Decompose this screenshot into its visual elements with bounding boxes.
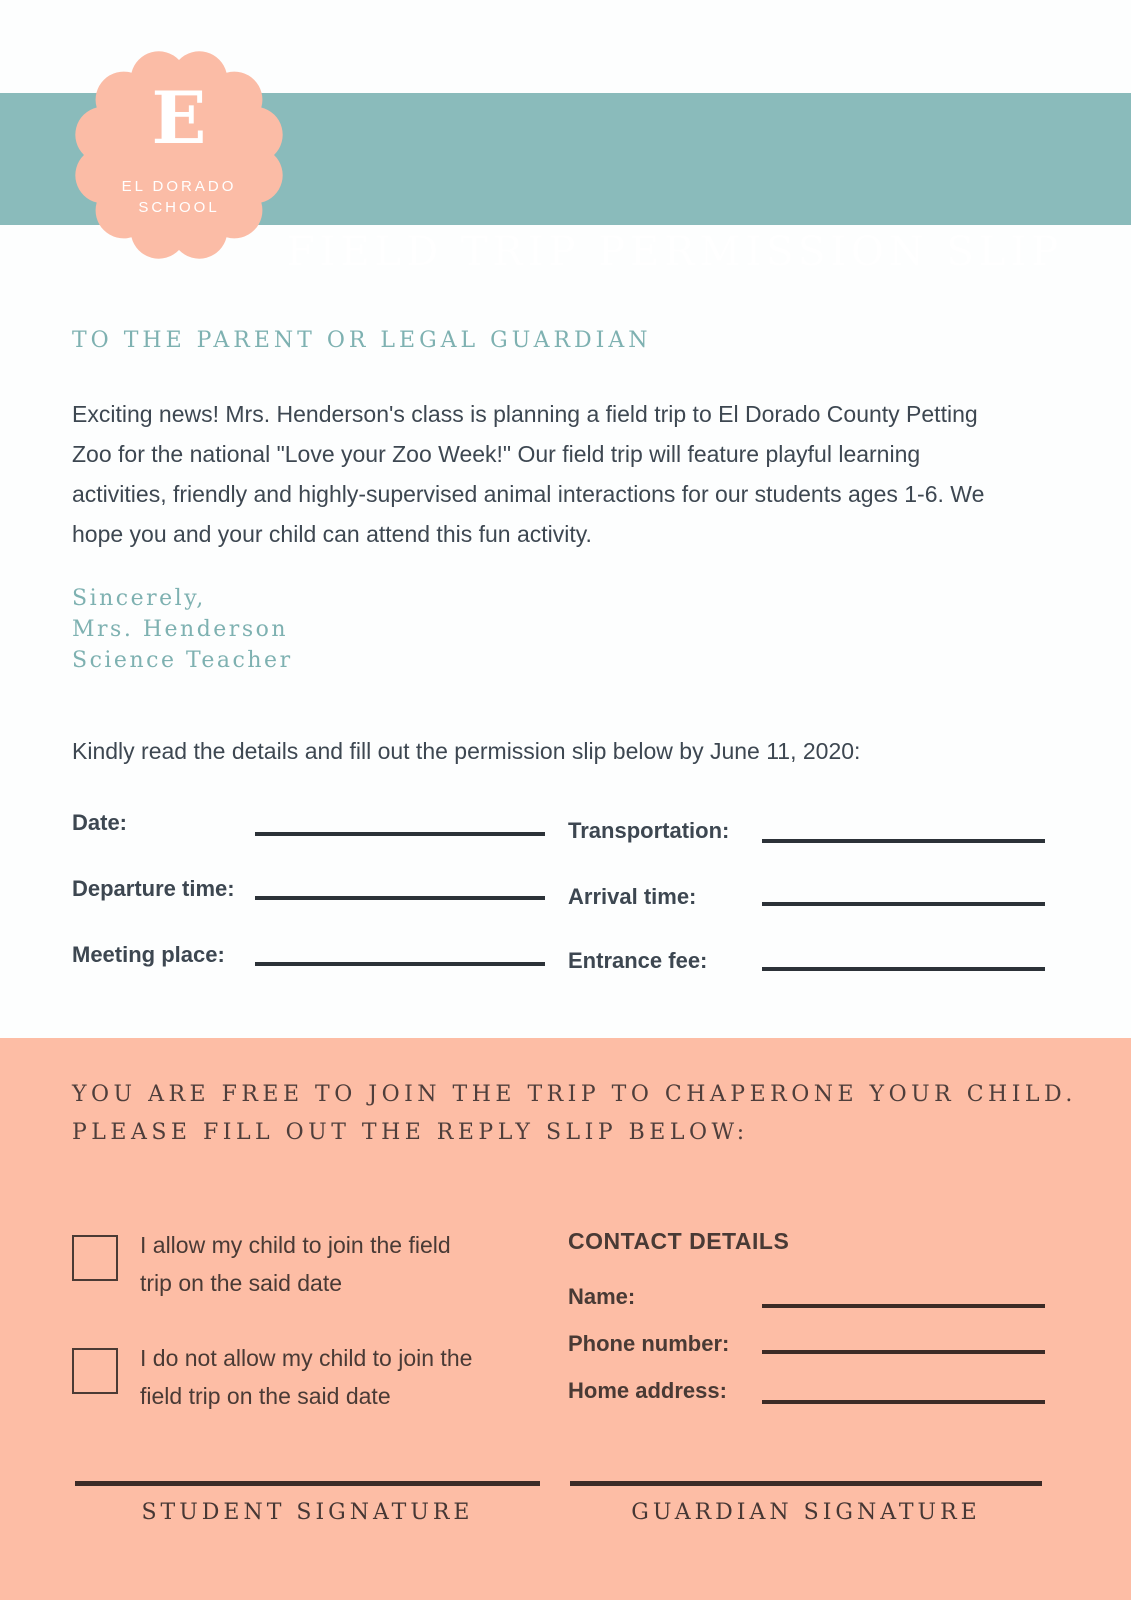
phone-number-label: Phone number: — [568, 1331, 730, 1356]
disallow-option-line2: field trip on the said date — [140, 1383, 391, 1409]
reply-heading-line2: PLEASE FILL OUT THE REPLY SLIP BELOW: — [72, 1120, 749, 1145]
transportation-input-line[interactable] — [762, 839, 1045, 843]
departure-time-input-line[interactable] — [255, 896, 545, 900]
logo-initial: E — [151, 75, 207, 160]
reply-heading-line1: YOU ARE FREE TO JOIN THE TRIP TO CHAPERONE YOUR CHILD. — [72, 1082, 1077, 1107]
signoff-teacher-name: Mrs. Henderson — [72, 617, 289, 642]
disallow-checkbox[interactable] — [72, 1348, 118, 1394]
guardian-signature-line[interactable] — [570, 1481, 1042, 1486]
name-label: Name: — [568, 1284, 636, 1309]
entrance-fee-input-line[interactable] — [762, 967, 1045, 971]
reply-heading — [72, 1076, 1077, 1152]
arrival-time-input-line[interactable] — [762, 902, 1045, 906]
school-logo-badge — [71, 47, 287, 263]
student-signature-label: STUDENT SIGNATURE — [141, 1500, 474, 1525]
home-address-input-line[interactable] — [762, 1400, 1045, 1404]
name-input-line[interactable] — [762, 1304, 1045, 1308]
signoff-teacher-title: Science Teacher — [72, 648, 293, 673]
logo-school-name-line2: SCHOOL — [138, 199, 220, 216]
allow-option-line2: trip on the said date — [140, 1270, 343, 1296]
allow-option-label — [140, 1226, 500, 1302]
disallow-option-label — [140, 1339, 500, 1415]
transportation-label: Transportation: — [568, 818, 730, 843]
guardian-signature-label: GUARDIAN SIGNATURE — [631, 1500, 981, 1525]
arrival-time-label: Arrival time: — [568, 884, 697, 909]
phone-number-input-line[interactable] — [762, 1350, 1045, 1354]
allow-option-line1: I allow my child to join the field — [140, 1232, 451, 1258]
date-input-line[interactable] — [255, 832, 545, 836]
contact-details-heading: CONTACT DETAILS — [568, 1228, 790, 1254]
allow-checkbox[interactable] — [72, 1235, 118, 1281]
home-address-label: Home address: — [568, 1378, 727, 1403]
signoff-block — [72, 583, 293, 676]
logo-school-name-line1: EL DORADO — [121, 178, 237, 195]
signoff-sincerely: Sincerely, — [72, 586, 206, 611]
intro-paragraph: Exciting news! Mrs. Henderson's class is planning a field trip to El Dorado County Petting Zoo for the national "Love your Zoo Week!" Our field trip will feature playful learning activities, friendly and highly-supervised animal interactions for our students ages 1-6. We hope you and your child can attend this fun activity. — [72, 401, 985, 547]
entrance-fee-label: Entrance fee: — [568, 948, 708, 973]
instruction-text: Kindly read the details and fill out the permission slip below by June 11, 2020: — [72, 738, 861, 764]
meeting-place-input-line[interactable] — [255, 962, 545, 966]
student-signature-line[interactable] — [75, 1481, 540, 1486]
page-title: FIELD TRIP PERMISSION SLIP — [286, 229, 1064, 275]
disallow-option-line1: I do not allow my child to join the — [140, 1345, 473, 1371]
reply-section — [0, 1038, 1131, 1600]
departure-time-label: Departure time: — [72, 876, 235, 901]
salutation-heading: TO THE PARENT OR LEGAL GUARDIAN — [72, 328, 652, 353]
meeting-place-label: Meeting place: — [72, 942, 225, 967]
date-label: Date: — [72, 810, 128, 835]
